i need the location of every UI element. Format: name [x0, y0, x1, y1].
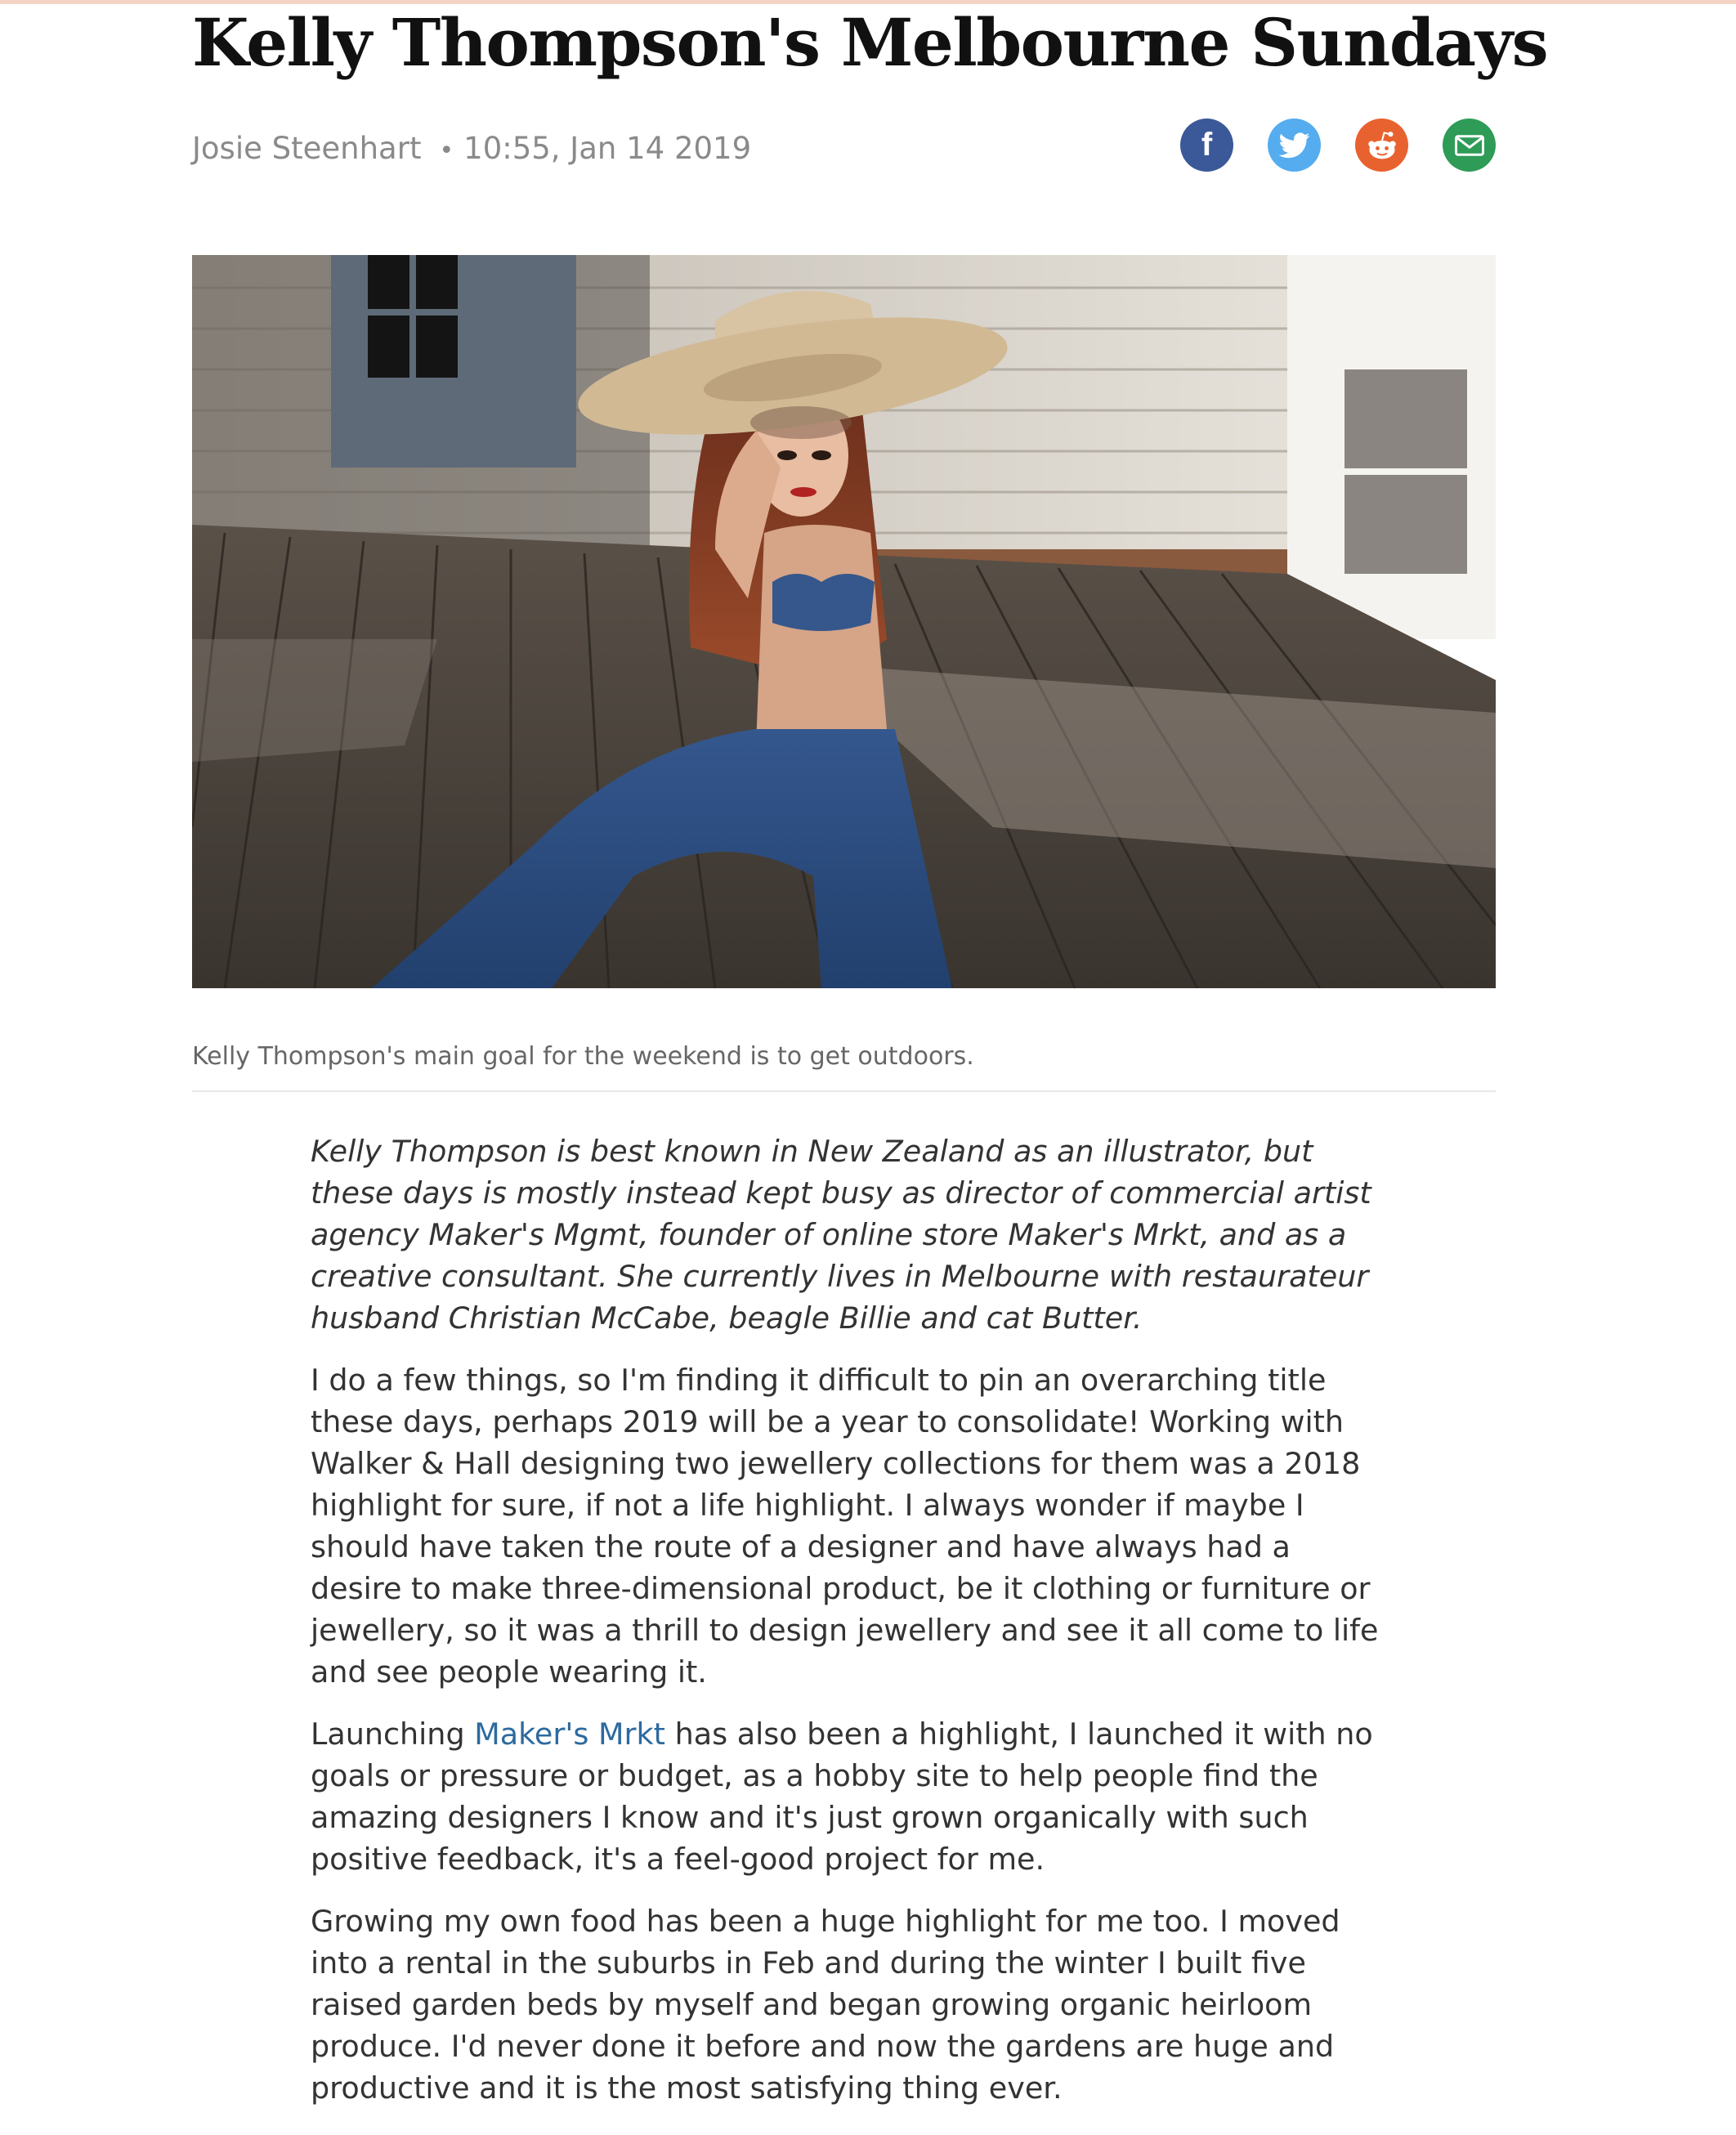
- share-reddit-button[interactable]: [1355, 119, 1408, 172]
- makers-mrkt-link[interactable]: Maker's Mrkt: [474, 1717, 665, 1752]
- article-body: [311, 1130, 1389, 2129]
- share-twitter-button[interactable]: [1268, 119, 1321, 172]
- body-paragraph: Growing my own food has been a huge highlight for me too. I moved into a rental in the suburbs in Feb and during the winter I built five raised garden beds by myself and began growing organic heirloom produce. I'd never done it before and now the gardens are huge and productive and it is the most satisfying thing ever.: [311, 1904, 1340, 2106]
- share-facebook-button[interactable]: [1180, 119, 1233, 172]
- body-paragraph: [311, 1713, 1389, 1880]
- publish-timestamp: 10:55, Jan 14 2019: [463, 131, 752, 166]
- share-buttons: [1180, 119, 1496, 172]
- byline-separator: •: [439, 137, 454, 165]
- article-headline: Kelly Thompson's Melbourne Sundays: [192, 4, 1548, 81]
- byline: [192, 124, 751, 176]
- paragraph-text: Launching: [311, 1717, 475, 1752]
- body-paragraph: I do a few things, so I'm finding it difficult to pin an overarching title these days, perhaps 2019 will be a year to consolidate! Working with Walker & Hall designing two jewellery collections for them was a 2018 highlight for sure, if not a life highlight. I always wonder if maybe I should have taken the route of a designer and have always had a desire to make three-dimensional product, be it clothing or furniture or jewellery, so it was a thrill to design jewellery and see it all come to life and see people wearing it.: [311, 1363, 1379, 1690]
- reddit-icon: [1365, 130, 1399, 161]
- hero-photo-illustration: [192, 255, 1496, 988]
- twitter-icon: [1279, 132, 1310, 159]
- article-intro: Kelly Thompson is best known in New Zealand as an illustrator, but these days is mostly instead kept busy as director of commercial artist agency Maker's Mgmt, founder of online store Maker's Mrkt, and as a creative consultant. She currently lives in Melbourne with restaurateur husband Christian McCabe, beagle Billie and cat Butter.: [311, 1134, 1371, 1336]
- hero-photo: [192, 255, 1496, 988]
- facebook-icon: f: [1201, 127, 1213, 163]
- paragraph-text: has also been a highlight, I launched it with no goals or pressure or budget, as a hobby site to help people find the amazing designers I know and it's just grown organically with such positive feedback, it's a feel-good project for me.: [311, 1717, 1373, 1877]
- hero-caption: Kelly Thompson's main goal for the weekend is to get outdoors.: [192, 1042, 974, 1071]
- email-icon: [1455, 135, 1484, 156]
- share-email-button[interactable]: [1443, 119, 1496, 172]
- caption-divider: [192, 1090, 1496, 1092]
- author-name[interactable]: Josie Steenhart: [192, 131, 422, 166]
